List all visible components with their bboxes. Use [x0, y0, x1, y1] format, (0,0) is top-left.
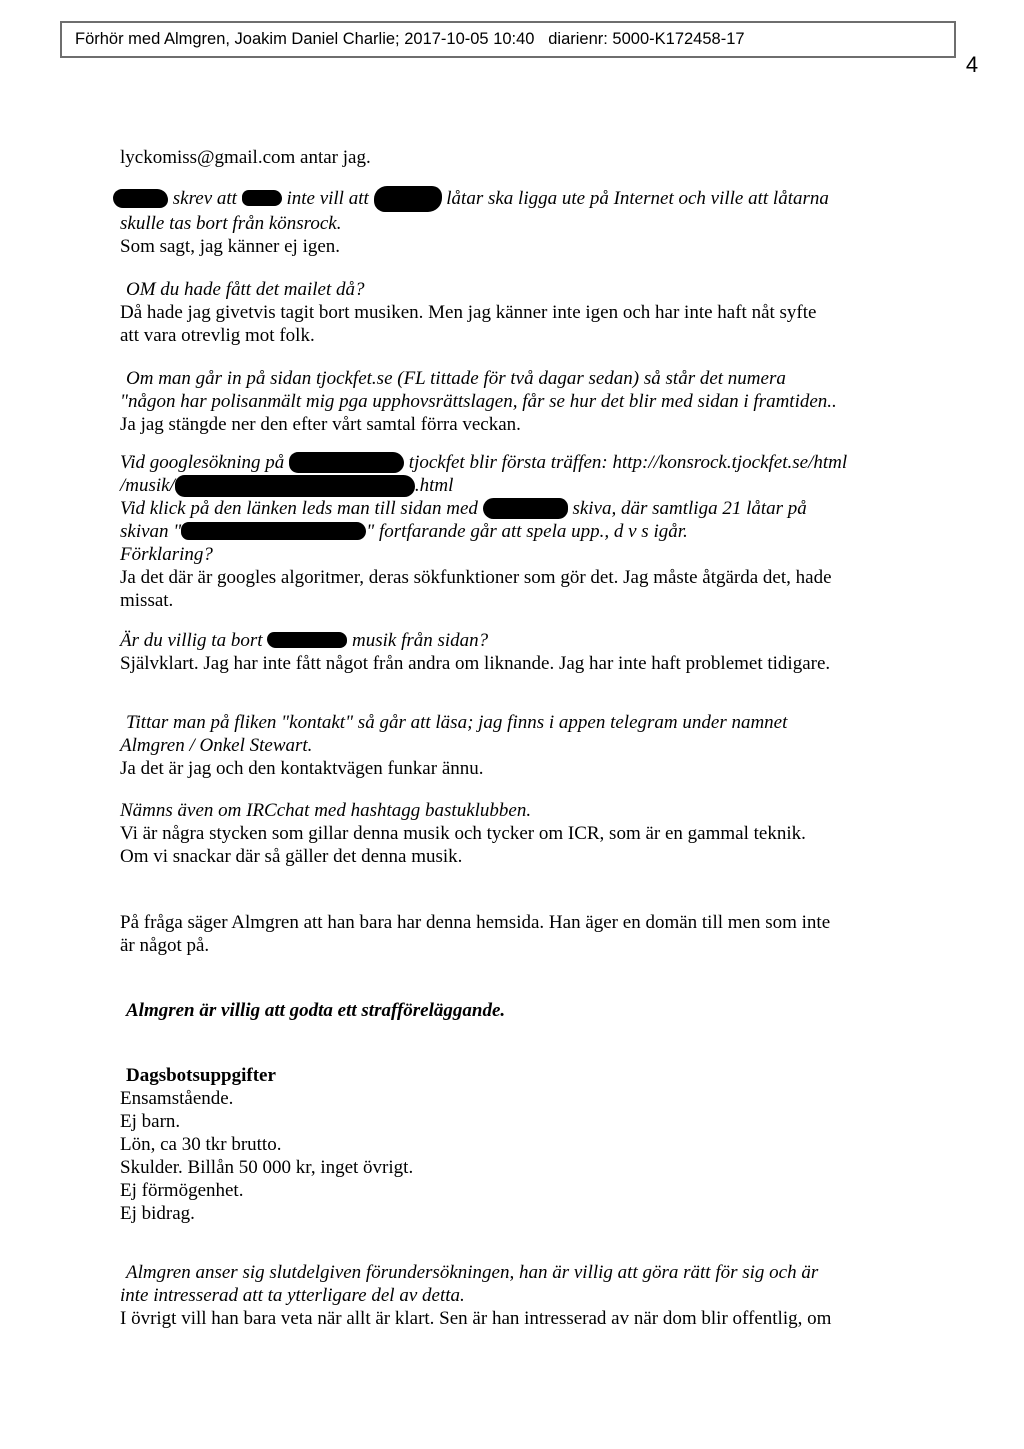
question-line: [120, 497, 920, 520]
paragraph-closing: [120, 1261, 920, 1330]
intro-line: lyckomiss@gmail.com antar jag.: [120, 147, 371, 168]
question-segment: låtar ska ligga ute på Internet och ville att låtarna: [441, 188, 829, 209]
dagsbot-item: Ej förmögenhet.: [120, 1180, 244, 1201]
question-line: Almgren / Onkel Stewart.: [120, 735, 313, 756]
paragraph-email-claim: [120, 186, 920, 258]
question-segment: skivan ": [120, 521, 182, 542]
question-line: skulle tas bort från könsrock.: [120, 213, 342, 234]
paragraph-remove-music: [120, 629, 920, 675]
question-line: [120, 451, 920, 474]
question-segment: skrev att: [168, 188, 242, 209]
document-header-title: Förhör med Almgren, Joakim Daniel Charlie; 2017-10-05 10:40 diarienr: 5000-K172458-17: [75, 30, 745, 48]
redaction-bar: [175, 475, 415, 497]
question-segment: Vid klick på den länken leds man till sidan med: [120, 498, 483, 519]
answer-line: Ja det är jag och den kontaktvägen funkar ännu.: [120, 758, 484, 779]
answer-line: Vi är några stycken som gillar denna musik och tycker om ICR, som är en gammal teknik.: [120, 823, 806, 844]
paragraph-intro: [120, 146, 920, 169]
question-line: OM du hade fått det mailet då?: [126, 279, 365, 300]
paragraph-website-note: [120, 911, 920, 957]
answer-line: Om vi snackar där så gäller det denna musik.: [120, 846, 463, 867]
answer-line: Självklart. Jag har inte fått något från andra om liknande. Jag har inte haft problemet tidigare.: [120, 653, 831, 674]
question-line: Tittar man på fliken "kontakt" så går att läsa; jag finns i appen telegram under namnet: [126, 712, 788, 733]
redaction-bar: [181, 522, 366, 540]
note-line: På fråga säger Almgren att han bara har denna hemsida. Han äger en domän till men som inte: [120, 912, 831, 933]
question-line: [120, 474, 920, 497]
paragraph-contact-tab: [120, 711, 920, 780]
redaction-bar: [374, 186, 442, 212]
question-segment: skiva, där samtliga 21 låtar på: [567, 498, 807, 519]
redaction-bar: [289, 452, 404, 473]
dagsbot-item: Ej barn.: [120, 1111, 181, 1132]
paragraph-irc-chat: [120, 799, 920, 868]
question-segment: " fortfarande går att spela upp., d v s igår.: [366, 521, 688, 542]
dagsbot-item: Ensamstående.: [120, 1088, 234, 1109]
document-header-box: [60, 21, 956, 58]
question-segment: tjockfet blir första träffen: http://konsrock.tjockfet.se/html: [404, 452, 848, 473]
page-number: 4: [965, 52, 979, 77]
redaction-bar: [242, 190, 282, 206]
paragraph-google-search: [120, 451, 920, 612]
note-line: är något på.: [120, 935, 210, 956]
question-line: Om man går in på sidan tjockfet.se (FL tittade för två dagar sedan) så står det numera: [126, 368, 786, 389]
question-segment: /musik/: [120, 475, 175, 496]
dagsbot-heading: Dagsbotsuppgifter: [126, 1065, 276, 1086]
question-segment: .html: [414, 475, 454, 496]
answer-line: Som sagt, jag känner ej igen.: [120, 236, 341, 257]
closing-text-line: I övrigt vill han bara veta när allt är klart. Sen är han intresserad av när dom blir offentlig, om: [120, 1308, 832, 1329]
question-line: [120, 629, 920, 652]
answer-line: att vara otrevlig mot folk.: [120, 325, 315, 346]
question-line: Förklaring?: [120, 544, 213, 565]
statement-line: Almgren är villig att godta ett strafföreläggande.: [126, 1000, 506, 1021]
redaction-bar: [267, 632, 347, 648]
question-segment: musik från sidan?: [347, 630, 489, 651]
dagsbot-item: Skulder. Billån 50 000 kr, inget övrigt.: [120, 1157, 414, 1178]
answer-line: Ja jag stängde ner den efter vårt samtal förra veckan.: [120, 414, 521, 435]
dagsbot-item: Lön, ca 30 tkr brutto.: [120, 1134, 282, 1155]
question-segment: Vid googlesökning på: [120, 452, 290, 473]
question-line: [120, 520, 920, 543]
redaction-bar: [483, 498, 568, 519]
question-line: [120, 186, 920, 212]
answer-line: missat.: [120, 590, 174, 611]
paragraph-statement: [120, 999, 920, 1022]
question-segment: inte vill att: [281, 188, 374, 209]
closing-note-line: inte intresserad att ta ytterligare del av detta.: [120, 1285, 465, 1306]
question-line: Nämns även om IRCchat med hashtagg bastuklubben.: [120, 800, 532, 821]
closing-note-line: Almgren anser sig slutdelgiven förundersökningen, han är villig att göra rätt för sig och är: [126, 1262, 819, 1283]
answer-line: Ja det där är googles algoritmer, deras sökfunktioner som gör det. Jag måste åtgärda det, hade: [120, 567, 832, 588]
question-segment: Är du villig ta bort: [120, 630, 268, 651]
paragraph-mail-hypothetical: [120, 278, 920, 347]
question-line: "någon har polisanmält mig pga upphovsrättslagen, får se hur det blir med sidan i framtiden..: [120, 391, 837, 412]
paragraph-dagsbot: [120, 1064, 920, 1225]
paragraph-site-status: [120, 367, 920, 436]
answer-line: Då hade jag givetvis tagit bort musiken. Men jag känner inte igen och har inte haft nåt syfte: [120, 302, 817, 323]
dagsbot-item: Ej bidrag.: [120, 1203, 195, 1224]
redaction-bar: [113, 189, 168, 208]
